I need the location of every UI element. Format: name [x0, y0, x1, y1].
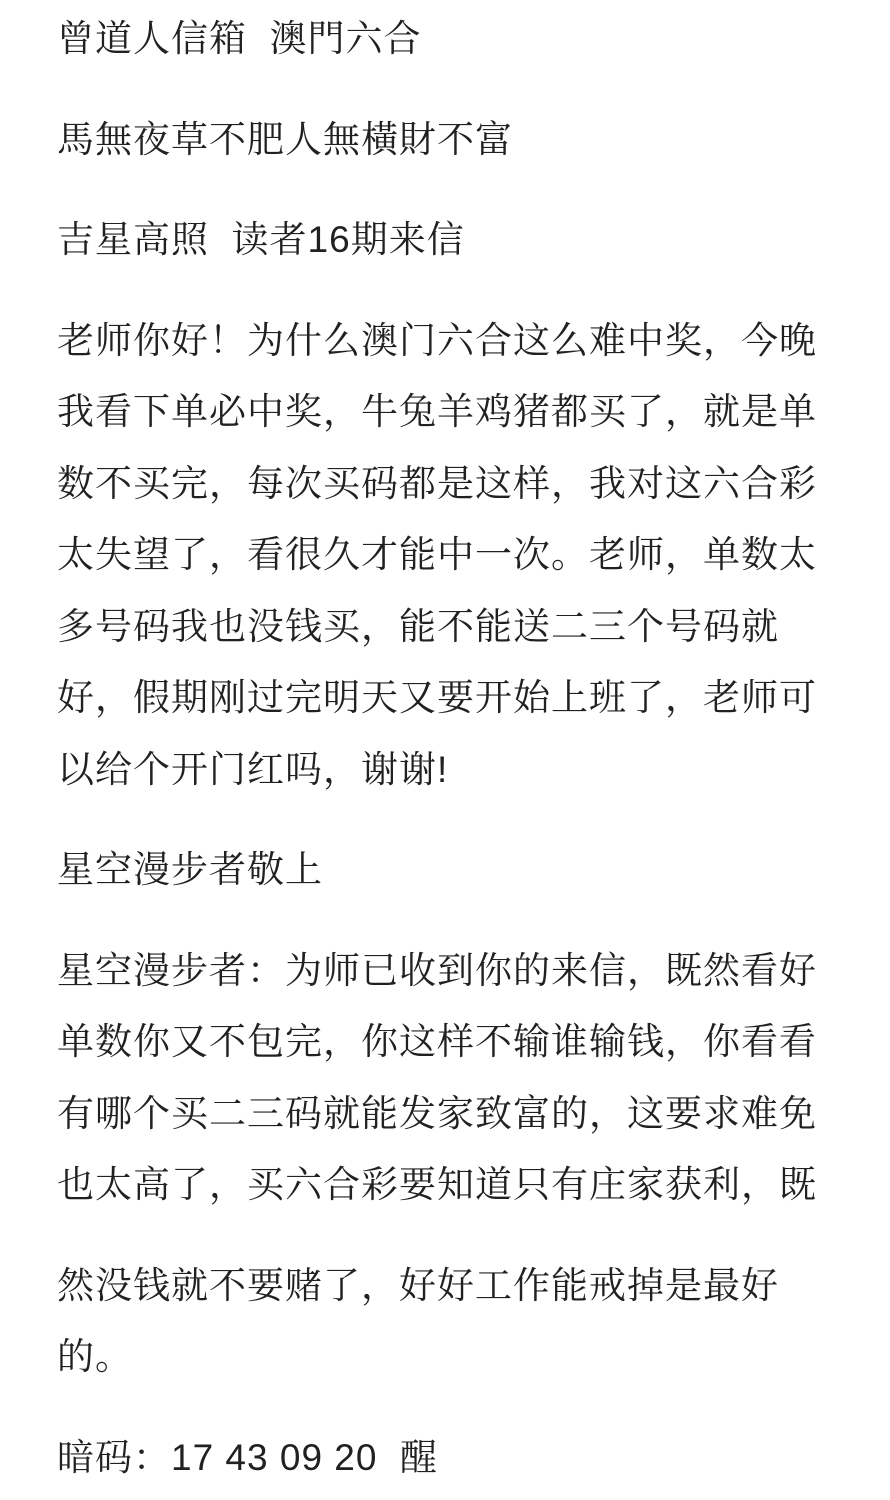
reply-continued-line-1: 然没钱就不要赌了，好好工作能戒掉是最好	[57, 1264, 779, 1306]
reply-line-2: 单数你又不包完，你这样不输谁输钱，你看看	[57, 1021, 817, 1062]
reply-line-4: 也太高了，买六合彩要知道只有庄家获利，既	[57, 1164, 817, 1205]
letter-line-7: 以给个开门红吗，谢谢!	[57, 748, 449, 790]
reply-line-1: 星空漫步者：为师已收到你的来信，既然看好	[57, 949, 817, 991]
header-proverb: 馬無夜草不肥人無橫財不富	[57, 118, 513, 160]
letter-line-5: 多号码我也没钱买，能不能送二三个号码就	[57, 605, 779, 647]
reply-continued-line-2: 的。	[57, 1336, 133, 1377]
letter-line-4: 太失望了，看很久才能中一次。老师，单数太	[57, 534, 817, 575]
letter-signature: 星空漫步者敬上	[57, 849, 323, 890]
master-reply-continued-paragraph	[57, 1250, 872, 1393]
reply-line-3: 有哪个买二三码就能发家致富的，这要求难免	[57, 1092, 817, 1134]
reader-letter-paragraph	[57, 305, 872, 806]
header-title: 曾道人信箱 澳門六合	[57, 18, 422, 59]
letter-line-1: 老师你好！为什么澳门六合这么难中奖，今晚	[57, 319, 817, 361]
letter-line-3: 数不买完，每次买码都是这样，我对这六合彩	[57, 462, 817, 504]
master-reply-paragraph	[57, 935, 872, 1221]
secret-code-line: 暗码：17 43 09 20 醒	[57, 1436, 439, 1478]
letter-line-2: 我看下单必中奖，牛兔羊鸡猪都买了，就是单	[57, 391, 817, 432]
letter-line-6: 好，假期刚过完明天又要开始上班了，老师可	[57, 677, 817, 718]
header-issue: 吉星高照 读者16期来信	[57, 219, 465, 260]
